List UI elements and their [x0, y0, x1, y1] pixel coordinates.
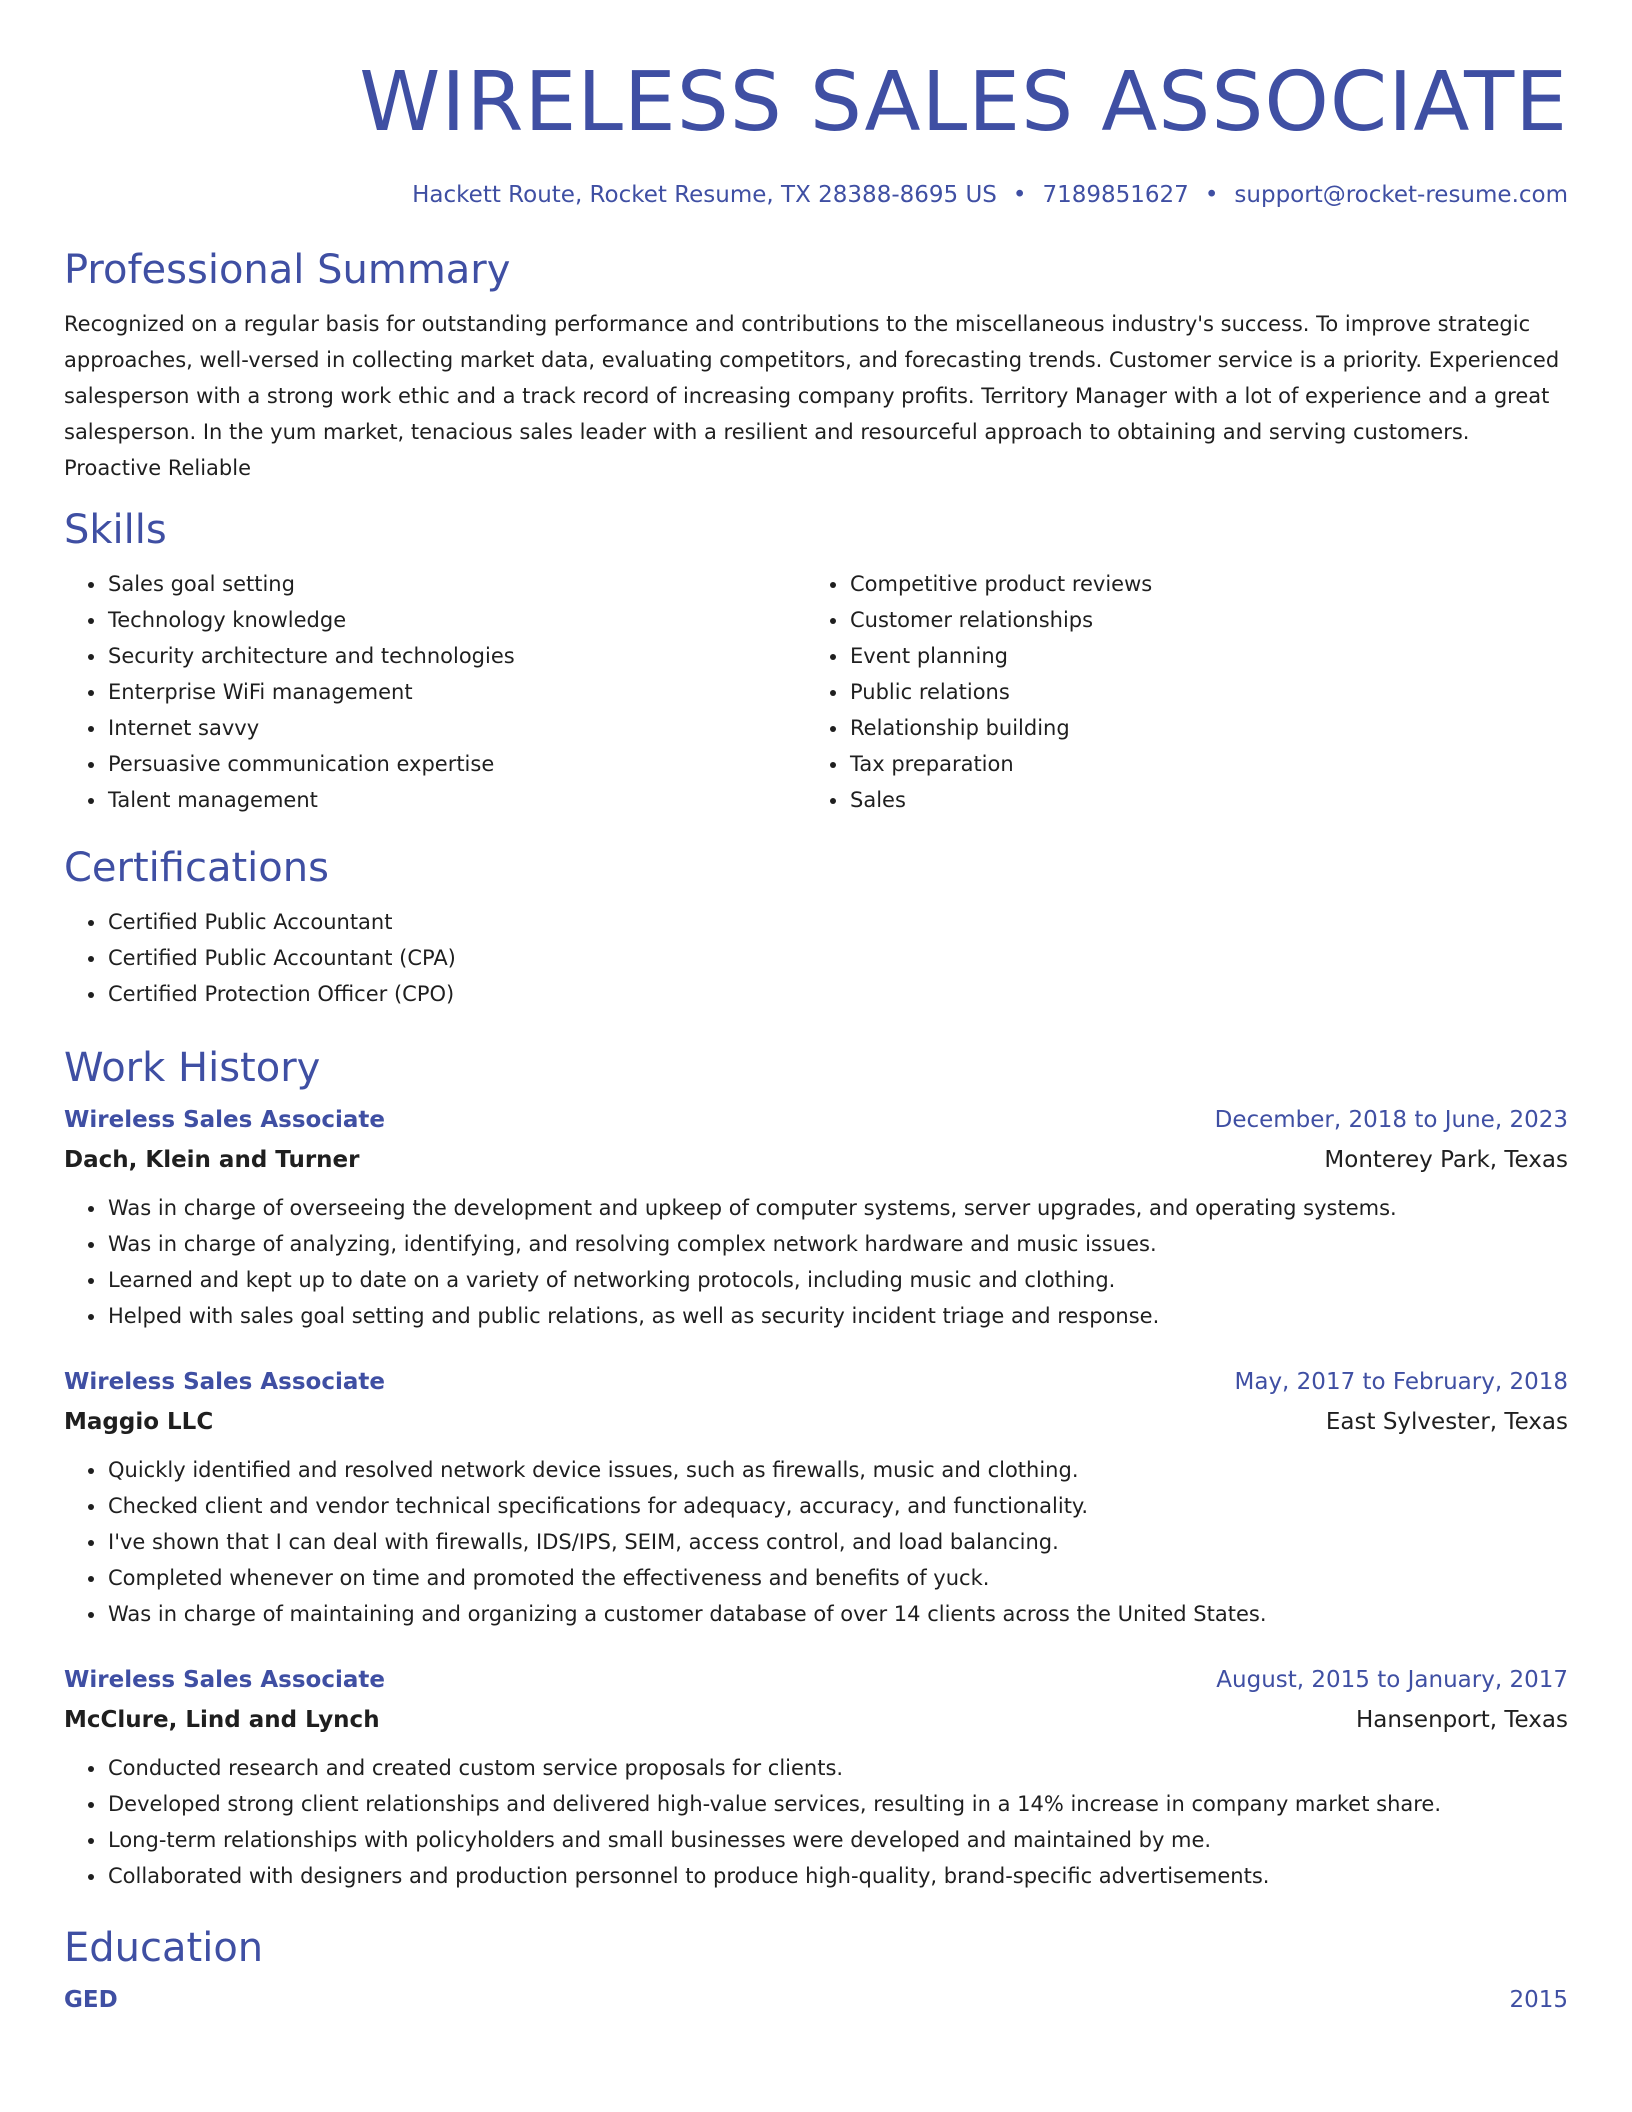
job-entry: [64, 1362, 1568, 1632]
skills-column-left: [64, 566, 806, 818]
job-location: Hansenport, Texas: [1355, 1707, 1568, 1733]
certifications-section: [64, 842, 1568, 1012]
job-entry: [64, 1660, 1568, 1894]
job-dates: August, 2015 to January, 2017: [1216, 1667, 1568, 1693]
job-bullet: • Long-term relationships with policyholders and small businesses were developed and maintained by me.: [107, 1822, 1568, 1858]
skills-section: [64, 504, 1568, 818]
job-title: Wireless Sales Associate: [64, 1667, 385, 1693]
job-bullet: • Was in charge of maintaining and organizing a customer database of over 14 clients across the United States.: [107, 1596, 1568, 1632]
skill-item: • Competitive product reviews: [849, 566, 1548, 602]
contact-separator: •: [1012, 182, 1027, 208]
skill-item: • Technology knowledge: [107, 602, 806, 638]
education-degree: GED: [64, 1987, 118, 2013]
certification-item: • Certified Public Accountant: [107, 904, 1568, 940]
job-location: Monterey Park, Texas: [1324, 1147, 1568, 1173]
contact-phone: 7189851627: [1042, 182, 1189, 208]
job-location: East Sylvester, Texas: [1325, 1409, 1568, 1435]
job-bullet: • Completed whenever on time and promoted the effectiveness and benefits of yuck.: [107, 1560, 1568, 1596]
job-bullet: • Was in charge of analyzing, identifying, and resolving complex network hardware and music issues.: [107, 1226, 1568, 1262]
education-heading: Education: [64, 1925, 264, 1971]
skills-column-right: [806, 566, 1548, 818]
job-bullet: • Developed strong client relationships and delivered high-value services, resulting in a 14% increase in company market share.: [107, 1786, 1568, 1822]
job-bullet: • Conducted research and created custom service proposals for clients.: [107, 1750, 1568, 1786]
education-section: [64, 1922, 1568, 2020]
skill-item: • Tax preparation: [849, 746, 1548, 782]
certification-item: • Certified Public Accountant (CPA): [107, 940, 1568, 976]
skill-item: • Customer relationships: [849, 602, 1548, 638]
summary-section: [64, 244, 1568, 486]
skills-grid: [64, 566, 1568, 818]
resume-page: [64, 0, 1568, 2020]
skill-item: • Security architecture and technologies: [107, 638, 806, 674]
certifications-heading: Certifications: [64, 845, 329, 891]
skill-item: • Sales goal setting: [107, 566, 806, 602]
job-company: Maggio LLC: [64, 1409, 214, 1435]
resume-title: WIRELESS SALES ASSOCIATE: [359, 55, 1568, 150]
summary-text: Recognized on a regular basis for outstanding performance and contributions to the miscellaneous industry's success. To improve strategic approaches, well-versed in collecting market data, evaluating competitors, and forecasting trends. Customer service is a priority. Experienced salesperson with a strong work ethic and a track record of increasing company profits. Territory Manager with a lot of experience and a great salesperson. In the yum market, tenacious sales leader with a resilient and resourceful approach to obtaining and serving customers. Proactive Reliable: [64, 312, 1560, 480]
work-history-section: [64, 1042, 1568, 1894]
job-company: McClure, Lind and Lynch: [64, 1707, 380, 1733]
work-history-heading: Work History: [64, 1045, 321, 1091]
job-title: Wireless Sales Associate: [64, 1369, 385, 1395]
education-year: 2015: [1509, 1987, 1568, 2013]
job-entry: [64, 1100, 1568, 1334]
skill-item: • Enterprise WiFi management: [107, 674, 806, 710]
contact-separator: •: [1204, 182, 1219, 208]
certification-item: • Certified Protection Officer (CPO): [107, 976, 1568, 1012]
job-bullet: • Checked client and vendor technical specifications for adequacy, accuracy, and functionality.: [107, 1488, 1568, 1524]
job-bullet: • I've shown that I can deal with firewalls, IDS/IPS, SEIM, access control, and load balancing.: [107, 1524, 1568, 1560]
job-dates: December, 2018 to June, 2023: [1214, 1107, 1568, 1133]
skill-item: • Public relations: [849, 674, 1548, 710]
job-bullet: • Quickly identified and resolved network device issues, such as firewalls, music and clothing.: [107, 1452, 1568, 1488]
skills-heading: Skills: [64, 507, 167, 553]
contact-address: Hackett Route, Rocket Resume, TX 28388-8695 US: [412, 182, 997, 208]
job-bullet: • Collaborated with designers and production personnel to produce high-quality, brand-specific advertisements.: [107, 1858, 1568, 1894]
skill-item: • Persuasive communication expertise: [107, 746, 806, 782]
job-title: Wireless Sales Associate: [64, 1107, 385, 1133]
job-company: Dach, Klein and Turner: [64, 1147, 360, 1173]
skill-item: • Internet savvy: [107, 710, 806, 746]
job-dates: May, 2017 to February, 2018: [1234, 1369, 1568, 1395]
contact-email: support@rocket-resume.com: [1234, 182, 1568, 208]
job-bullet: • Was in charge of overseeing the development and upkeep of computer systems, server upgrades, and operating systems.: [107, 1190, 1568, 1226]
skill-item: • Relationship building: [849, 710, 1548, 746]
job-bullet: • Learned and kept up to date on a variety of networking protocols, including music and clothing.: [107, 1262, 1568, 1298]
contact-line: [64, 180, 1568, 210]
skill-item: • Sales: [849, 782, 1548, 818]
job-bullet: • Helped with sales goal setting and public relations, as well as security incident triage and response.: [107, 1298, 1568, 1334]
skill-item: • Talent management: [107, 782, 806, 818]
skill-item: • Event planning: [849, 638, 1548, 674]
summary-heading: Professional Summary: [64, 247, 511, 293]
